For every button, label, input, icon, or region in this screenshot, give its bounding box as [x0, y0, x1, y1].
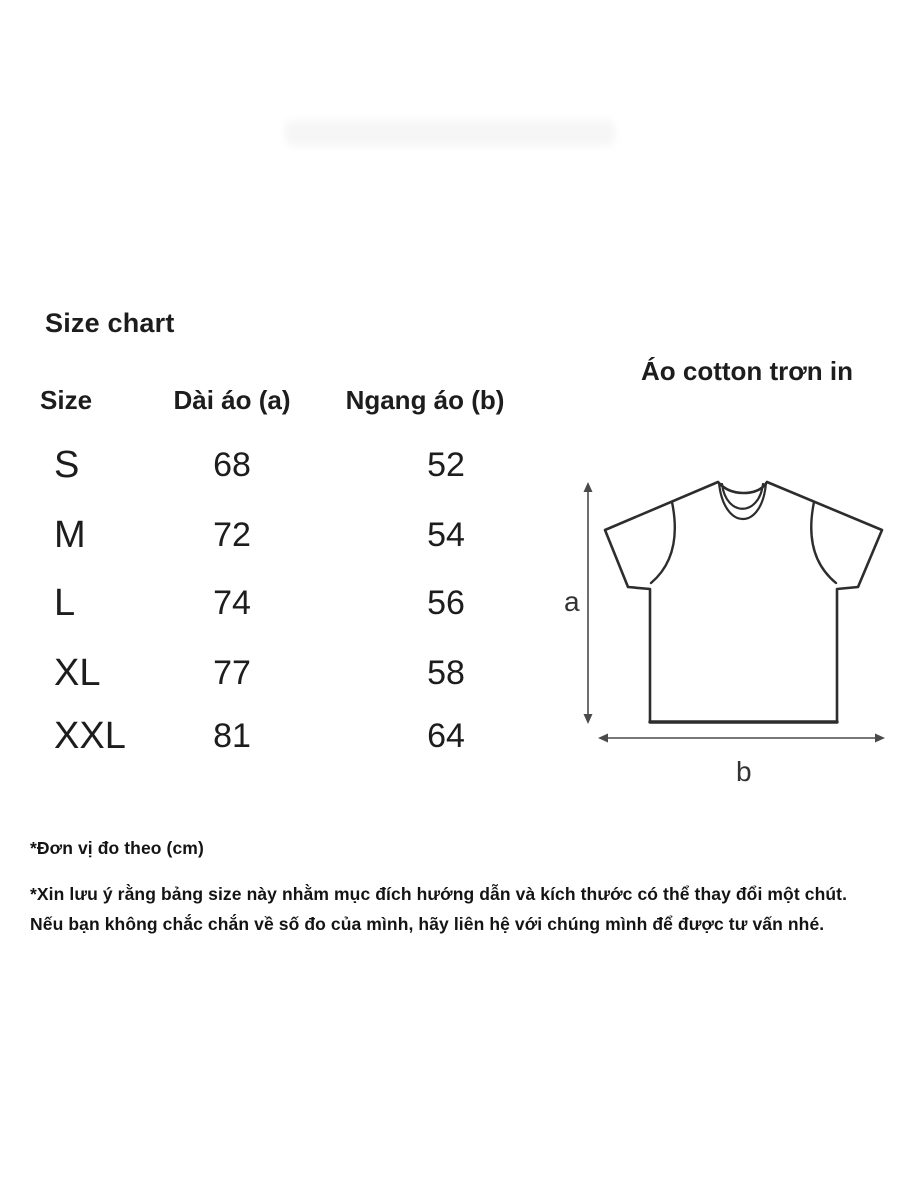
size-label: L — [54, 581, 76, 624]
dai-ao-value: 72 — [213, 515, 251, 554]
watermark-smudge — [285, 120, 615, 146]
size-label: S — [54, 443, 80, 486]
ngang-ao-value: 64 — [427, 716, 465, 755]
ngang-ao-value: 54 — [427, 515, 465, 554]
footnote-note-line2: Nếu bạn không chắc chắn về số đo của mình, hãy liên hệ với chúng mình để được tư vấn nhé. — [30, 914, 825, 934]
size-label: XXL — [54, 714, 126, 757]
ngang-ao-value: 56 — [427, 583, 465, 622]
dimension-label-a: a — [564, 586, 580, 617]
dai-ao-value: 68 — [213, 445, 251, 484]
dai-ao-value: 74 — [213, 583, 251, 622]
diagram-title: Áo cotton trơn in — [641, 356, 853, 386]
table-row — [0, 510, 560, 560]
column-header-ngang-ao: Ngang áo (b) — [345, 385, 505, 415]
table-row — [0, 711, 560, 761]
dimension-label-b: b — [736, 756, 752, 787]
ngang-ao-value: 52 — [427, 445, 465, 484]
footnote-unit: *Đơn vị đo theo (cm) — [30, 838, 204, 858]
tshirt-outline-icon — [605, 482, 882, 722]
size-label: XL — [54, 651, 101, 694]
table-row — [0, 648, 560, 698]
vertical-dimension-arrow-icon — [584, 482, 593, 724]
page-title: Size chart — [45, 308, 175, 338]
table-row — [0, 578, 560, 628]
dai-ao-value: 81 — [213, 716, 251, 755]
dai-ao-value: 77 — [213, 653, 251, 692]
size-label: M — [54, 513, 86, 556]
footnote-note-line1: *Xin lưu ý rằng bảng size này nhằm mục đích hướng dẫn và kích thước có thể thay đổi một chút. — [30, 884, 848, 904]
ngang-ao-value: 58 — [427, 653, 465, 692]
horizontal-dimension-arrow-icon — [598, 734, 885, 743]
column-header-size: Size — [40, 385, 93, 415]
tshirt-measurement-diagram — [560, 440, 900, 800]
table-row — [0, 440, 560, 490]
column-header-dai-ao: Dài áo (a) — [173, 385, 291, 415]
